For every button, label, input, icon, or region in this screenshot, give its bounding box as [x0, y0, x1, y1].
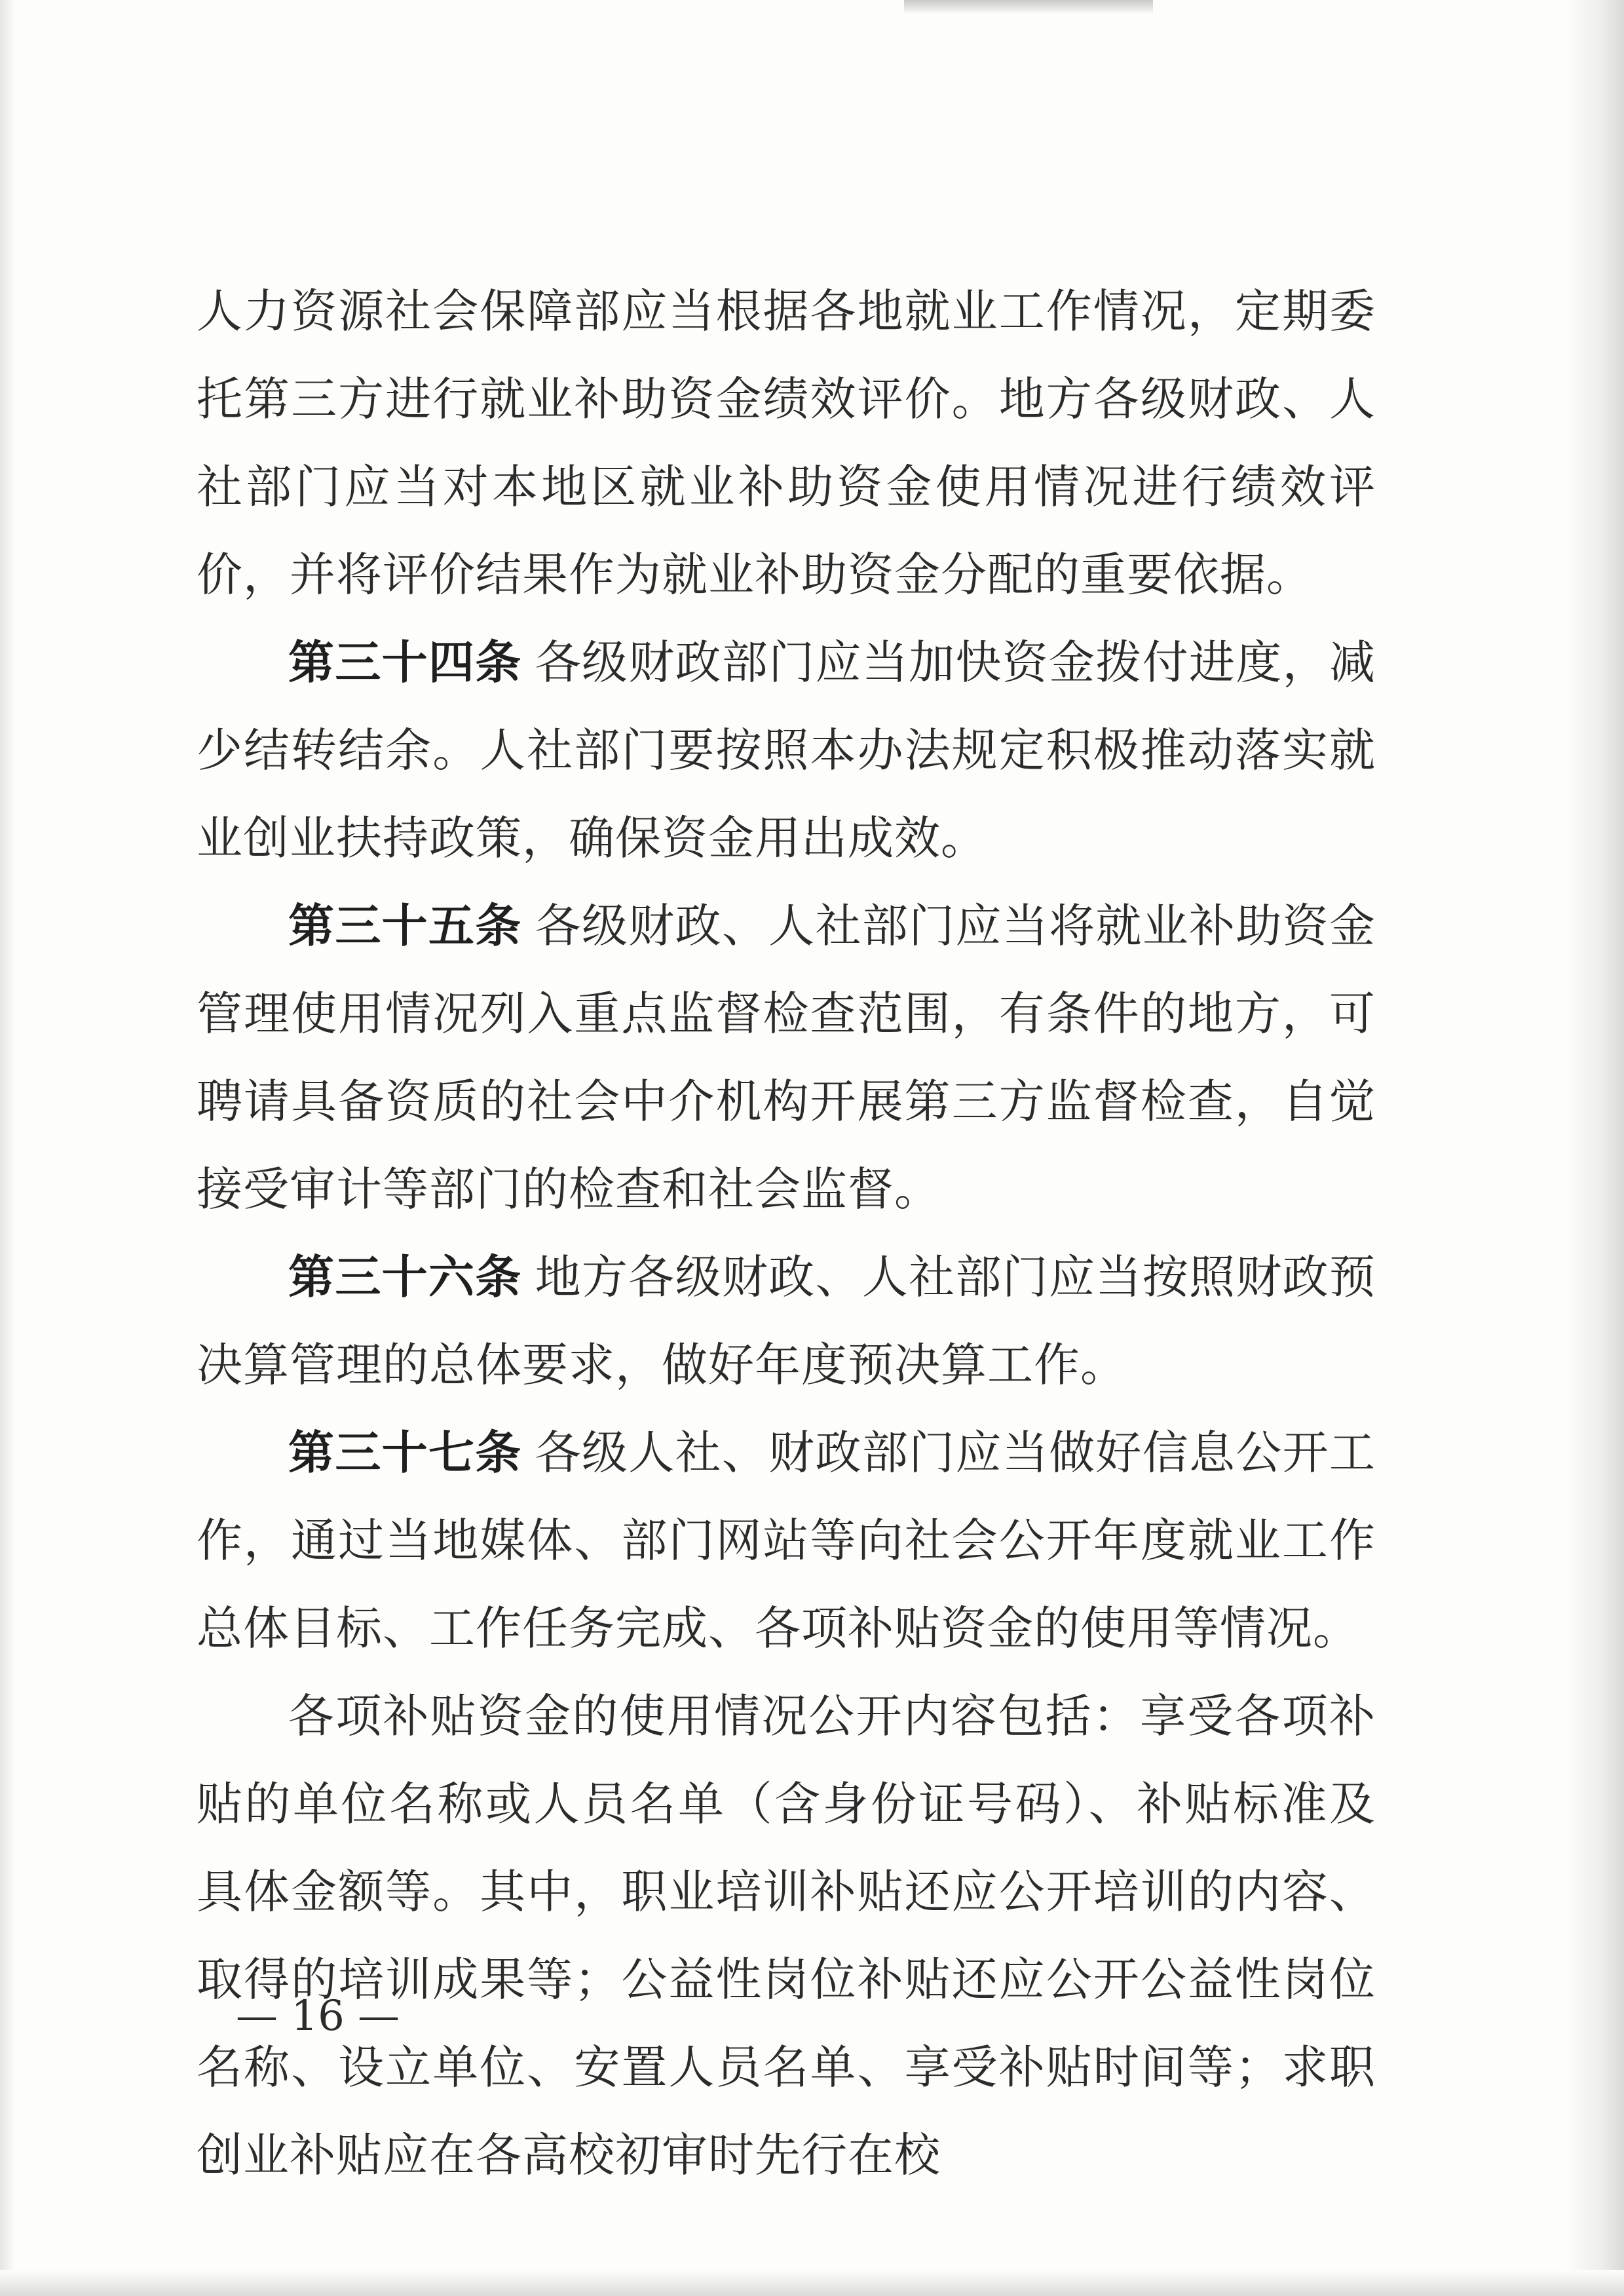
disclosure-content-text: 各项补贴资金的使用情况公开内容包括：享受各项补贴的单位名称或人员名单（含身份证号码）、补贴标准及具体金额等。其中，职业培训补贴还应公开培训的内容、取得的培训成果等；公益性岗位补贴还应公开公益性岗位名称、设立单位、安置人员名单、享受补贴时间等；求职创业补贴应在各高校初审时先行在校: [197, 1689, 1376, 2182]
article-34-paragraph: [197, 619, 1376, 882]
article-35-text: 各级财政、人社部门应当将就业补助资金管理使用情况列入重点监督检查范围，有条件的地方，可聘请具备资质的社会中介机构开展第三方监督检查，自觉接受审计等部门的检查和社会监督。: [197, 899, 1376, 1216]
article-36-heading: 第三十六条: [288, 1250, 522, 1304]
scan-right-edge: [1565, 0, 1624, 2296]
article-37-heading: 第三十七条: [288, 1426, 522, 1480]
document-body: [197, 267, 1376, 2199]
article-34-heading: 第三十四条: [288, 636, 522, 689]
article-35-paragraph: [197, 882, 1376, 1233]
article-34-text: 各级财政部门应当加快资金拨付进度，减少结转结余。人社部门要按照本办法规定积极推动落实就业创业扶持政策，确保资金用出成效。: [197, 636, 1376, 865]
article-36-paragraph: [197, 1233, 1376, 1409]
page-number: — 16 —: [236, 1992, 400, 2040]
scan-top-mark: [904, 0, 1153, 14]
scan-bottom-edge: [0, 2270, 1624, 2296]
article-37-paragraph: [197, 1409, 1376, 1672]
paragraph-text: 人力资源社会保障部应当根据各地就业工作情况，定期委托第三方进行就业补助资金绩效评价。地方各级财政、人社部门应当对本地区就业补助资金使用情况进行绩效评价，并将评价结果作为就业补助资金分配的重要依据。: [197, 284, 1376, 602]
scan-left-edge: [0, 0, 16, 2296]
article-36-text: 地方各级财政、人社部门应当按照财政预决算管理的总体要求，做好年度预决算工作。: [197, 1250, 1376, 1392]
disclosure-content-paragraph: [197, 1672, 1376, 2199]
article-35-heading: 第三十五条: [288, 899, 522, 953]
paragraph-continuation: [197, 267, 1376, 619]
article-37-text: 各级人社、财政部门应当做好信息公开工作，通过当地媒体、部门网站等向社会公开年度就业工作总体目标、工作任务完成、各项补贴资金的使用等情况。: [197, 1426, 1376, 1655]
